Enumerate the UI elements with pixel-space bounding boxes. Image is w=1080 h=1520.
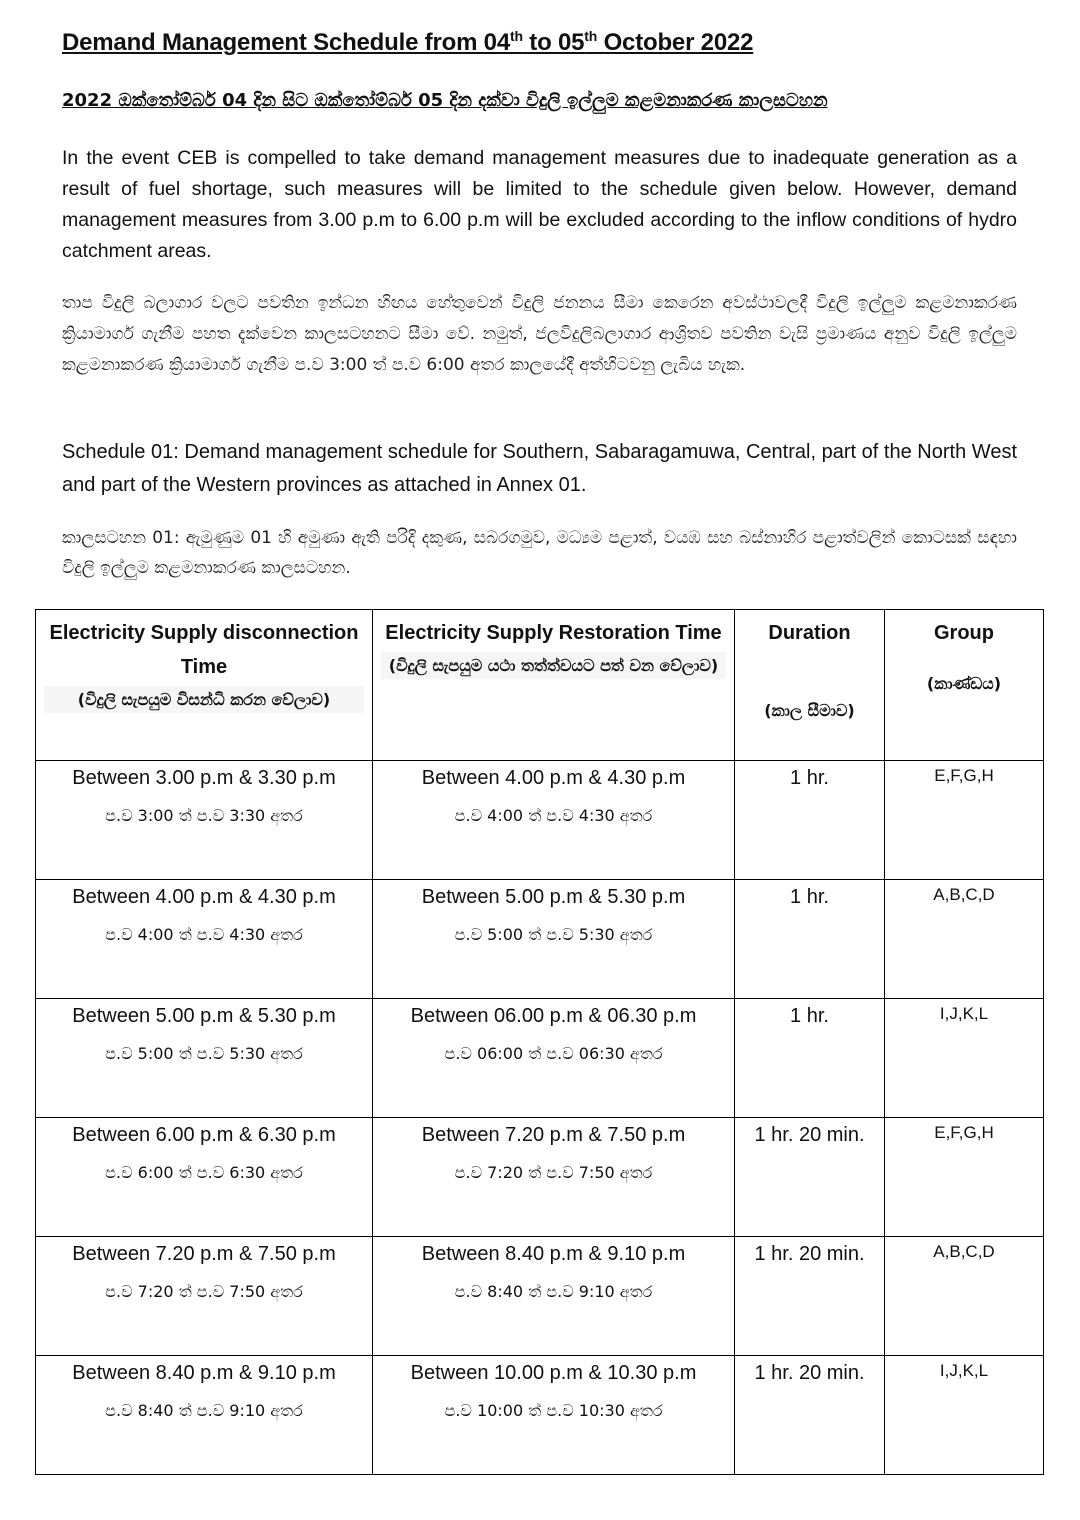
- header-group-sinhala: (කාණ්ඩය): [926, 674, 1002, 693]
- notice-paragraph-english: In the event CEB is compelled to take demand management measures due to inadequate generation as a result of fuel shortage, such measures will be limited to the schedule given below. However, demand management measures from 3.00 p.m to 6.00 p.m will be excluded according to the inflow conditions of hydro catchment areas.: [62, 147, 1017, 262]
- title-middle: to 05: [522, 29, 585, 56]
- restoration-time-sinhala: ප.ව 7:20 ත් ප.ව 7:50 අතර: [454, 1163, 653, 1182]
- duration-cell: [735, 1237, 885, 1356]
- restoration-time-english: Between 4.00 p.m & 4.30 p.m: [421, 767, 686, 789]
- header-restoration-english: Electricity Supply Restoration Time: [385, 622, 722, 644]
- restoration-time-sinhala: ප.ව 4:00 ත් ප.ව 4:30 අතර: [454, 806, 653, 825]
- header-restoration-time: [373, 610, 735, 761]
- restoration-time-english: Between 7.20 p.m & 7.50 p.m: [421, 1124, 686, 1146]
- duration-value: 1 hr.: [790, 1005, 829, 1027]
- restoration-time-sinhala: ප.ව 8:40 ත් ප.ව 9:10 අතර: [454, 1282, 653, 1301]
- schedule-description-english: Schedule 01: Demand management schedule for Southern, Sabaragamuwa, Central, part of the North West and part of the Western provinces as attached in Annex 01.: [62, 441, 1017, 496]
- header-disconnection-time: [36, 610, 373, 761]
- disconnection-time-english: Between 3.00 p.m & 3.30 p.m: [72, 767, 336, 789]
- restoration-time-english: Between 8.40 p.m & 9.10 p.m: [421, 1243, 686, 1265]
- disconnection-cell: [36, 999, 373, 1118]
- restoration-time-sinhala: ප.ව 5:00 ත් ප.ව 5:30 අතර: [454, 925, 653, 944]
- duration-cell: [735, 880, 885, 999]
- group-value: E,F,G,H: [934, 1123, 994, 1142]
- disconnection-time-sinhala: ප.ව 6:00 ත් ප.ව 6:30 අතර: [105, 1163, 303, 1182]
- schedule-description-sinhala: කාලසටහන 01: ඇමුණුම 01 හි අමුණා ඇති පරිදි දකුණ, සබරගමුව, මධ්‍යම පළාත්, වයඹ සහ බස්නාහිර පළාත්වලින් කොටසක් සඳහා විදුලි ඉල්ලුම කළමනාකරණ කාලසටහන.: [62, 528, 1017, 578]
- sinhala-title: 2022 ඔක්තෝම්බර් 04 දින සිට ඔක්තෝම්බර් 05 දින දක්වා විදුලි ඉල්ලුම කළමනාකරණ කාලසටහන: [62, 90, 828, 111]
- restoration-cell: [373, 761, 735, 880]
- disconnection-cell: [36, 1118, 373, 1237]
- table-row: [36, 880, 1044, 999]
- title-prefix: Demand Management Schedule from 04: [62, 29, 510, 56]
- group-value: A,B,C,D: [933, 1242, 995, 1261]
- disconnection-time-sinhala: ප.ව 4:00 ත් ප.ව 4:30 අතර: [105, 925, 303, 944]
- disconnection-time-english: Between 6.00 p.m & 6.30 p.m: [72, 1124, 336, 1146]
- restoration-cell: [373, 880, 735, 999]
- table-row: [36, 1118, 1044, 1237]
- group-cell: [885, 1237, 1044, 1356]
- header-duration-english: Duration: [768, 622, 851, 644]
- restoration-time-english: Between 5.00 p.m & 5.30 p.m: [421, 886, 686, 908]
- title-suffix: October 2022: [597, 29, 754, 56]
- document-title: [62, 28, 753, 57]
- restoration-time-english: Between 06.00 p.m & 06.30 p.m: [410, 1005, 697, 1027]
- disconnection-cell: [36, 880, 373, 999]
- restoration-cell: [373, 1118, 735, 1237]
- table-header-row: [36, 610, 1044, 761]
- disconnection-time-english: Between 5.00 p.m & 5.30 p.m: [72, 1005, 336, 1027]
- header-group-english: Group: [934, 622, 994, 644]
- disconnection-cell: [36, 761, 373, 880]
- duration-value: 1 hr.: [790, 886, 829, 908]
- duration-value: 1 hr. 20 min.: [754, 1124, 865, 1146]
- group-cell: [885, 999, 1044, 1118]
- disconnection-time-sinhala: ප.ව 8:40 ත් ප.ව 9:10 අතර: [105, 1401, 303, 1420]
- duration-value: 1 hr.: [790, 767, 829, 789]
- duration-cell: [735, 999, 885, 1118]
- group-value: E,F,G,H: [934, 766, 994, 785]
- group-value: I,J,K,L: [939, 1004, 989, 1023]
- disconnection-time-sinhala: ප.ව 3:00 ත් ප.ව 3:30 අතර: [105, 806, 303, 825]
- table-row: [36, 1356, 1044, 1475]
- restoration-time-english: Between 10.00 p.m & 10.30 p.m: [410, 1362, 697, 1384]
- disconnection-cell: [36, 1237, 373, 1356]
- duration-value: 1 hr. 20 min.: [754, 1243, 865, 1265]
- header-duration-sinhala: (කාල සීමාව): [764, 701, 855, 720]
- group-cell: [885, 761, 1044, 880]
- disconnection-time-english: Between 8.40 p.m & 9.10 p.m: [72, 1362, 336, 1384]
- title-ordinal-2: th: [584, 28, 598, 44]
- restoration-cell: [373, 1356, 735, 1475]
- disconnection-cell: [36, 1356, 373, 1475]
- group-cell: [885, 1118, 1044, 1237]
- header-disconnection-english: Electricity Supply disconnection Time: [49, 622, 359, 678]
- title-ordinal-1: th: [509, 28, 523, 44]
- group-value: A,B,C,D: [933, 885, 995, 904]
- notice-paragraph-sinhala: තාප විදුලි බලාගාර වලට පවතින ඉන්ධන හිඟය හේතුවෙන් විදුලි ජනනය සීමා කෙරෙන අවස්ථාවලදී විදුලි ඉල්ලුම කළමනාකරණ ක්‍රියාමාර්ග ගැනීම පහත දැක්වෙන කාලසටහනට සීමා වේ. නමුත්, ජලවිදුලිබලාගාර ආශ්‍රිතව පවතින වැසි ප්‍රමාණය අනුව විදුලි ඉල්ලුම කළමනාකරණ ක්‍රියාමාර්ග ගැනීම ප.ව 3:00 ත් ප.ව 6:00 අතර කාලයේදී අත්හිටවනු ලැබිය හැක.: [62, 293, 1017, 375]
- schedule-table: [35, 609, 1044, 1475]
- duration-cell: [735, 761, 885, 880]
- disconnection-time-english: Between 4.00 p.m & 4.30 p.m: [72, 886, 336, 908]
- duration-value: 1 hr. 20 min.: [754, 1362, 865, 1384]
- table-row: [36, 761, 1044, 880]
- disconnection-time-sinhala: ප.ව 5:00 ත් ප.ව 5:30 අතර: [105, 1044, 303, 1063]
- restoration-time-sinhala: ප.ව 10:00 ත් ප.ව 10:30 අතර: [444, 1401, 663, 1420]
- header-duration: [735, 610, 885, 761]
- table-row: [36, 999, 1044, 1118]
- disconnection-time-sinhala: ප.ව 7:20 ත් ප.ව 7:50 අතර: [105, 1282, 303, 1301]
- duration-cell: [735, 1118, 885, 1237]
- header-group: [885, 610, 1044, 761]
- restoration-cell: [373, 999, 735, 1118]
- group-cell: [885, 1356, 1044, 1475]
- disconnection-time-english: Between 7.20 p.m & 7.50 p.m: [72, 1243, 336, 1265]
- header-restoration-sinhala: (විදුලි සැපයුම යථා තත්ත්වයට පත් වන වේලාව): [381, 652, 726, 679]
- restoration-time-sinhala: ප.ව 06:00 ත් ප.ව 06:30 අතර: [444, 1044, 663, 1063]
- group-value: I,J,K,L: [939, 1361, 989, 1380]
- restoration-cell: [373, 1237, 735, 1356]
- duration-cell: [735, 1356, 885, 1475]
- group-cell: [885, 880, 1044, 999]
- table-row: [36, 1237, 1044, 1356]
- header-disconnection-sinhala: (විදුලි සැපයුම විසන්ධි කරන වේලාව): [44, 686, 364, 713]
